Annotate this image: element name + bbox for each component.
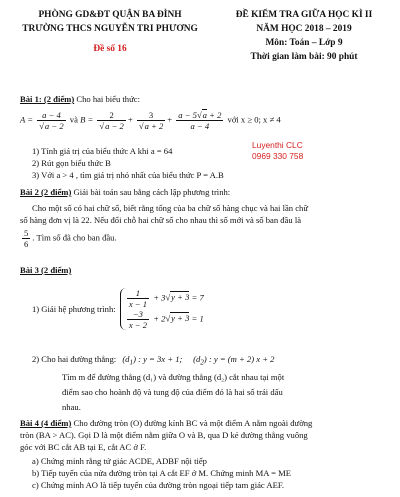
exam-code: Đề số 16: [93, 44, 127, 54]
bai3-q2-line3: điểm sao cho hoành độ và tung độ của điểm đó là hai số trái dấu: [62, 387, 283, 397]
bai1-formula: A = $\frac{a - 4}{√a - 2}$ và B = $\frac{2}{√a - 2}$ + $\frac{3}{√a + 2}$ + $\frac{a - 5√a + 2}{a - 4}$ với x ≥ 0; x ≠ 4: [20, 110, 281, 131]
bai1-q3: 3) Với a > 4 , tìm giá trị nhỏ nhất của biểu thức P = A.B: [32, 170, 224, 180]
bai1-condition: với x ≥ 0; x ≠ 4: [227, 114, 281, 125]
bai2-line2: số hàng đơn vị là 22. Nếu đổi chỗ hai chữ số cho nhau thì số mới và số ban đầu là: [20, 215, 302, 225]
bai4-line2: tròn (BA > AC). Gọi D là một điểm nằm giữa O và B, qua D kẻ đường thẳng vuông: [20, 430, 308, 440]
bai3-q2: [20, 354, 388, 368]
bai1-heading: [20, 94, 388, 105]
bai2-title: Bài 2 (2 điểm): [20, 187, 72, 197]
bai2-line3: [20, 228, 388, 249]
bai4-a: a) Chứng minh rằng tứ giác ACDE, ADBF nội tiếp: [32, 456, 207, 466]
bai3-q2-line2: Tìm m để đường thẳng (d₁) và đường thẳng (d₂) cắt nhau tại một: [62, 372, 285, 382]
header-right: [212, 8, 396, 64]
bai3-q2-text: 2) Cho hai đường thẳng:: [32, 354, 117, 364]
bai4-title: Bài 4 (4 điểm): [20, 418, 72, 428]
bai3-q1-text: 1) Giải hệ phương trình:: [32, 303, 116, 314]
bai2-heading: [20, 187, 388, 198]
duration: Thời gian làm bài: 90 phút: [250, 52, 358, 62]
bai3-title: Bài 3 (2 điểm): [20, 265, 72, 275]
bai3-q2-line4: nhau.: [62, 402, 81, 412]
bai4-b: b) Tiếp tuyến của nửa đường tròn tại A cắt EF ở M. Chứng minh MA = ME: [32, 468, 291, 478]
bai2-line3-text: . Tìm số đã cho ban đầu.: [32, 232, 117, 243]
school-name: TRƯỜNG THCS NGUYỄN TRI PHƯƠNG: [22, 24, 198, 34]
bai2-intro: Giải bài toán sau bằng cách lập phương trình:: [73, 187, 231, 197]
bai1-intro: Cho hai biểu thức:: [76, 94, 140, 104]
bai4-line1-text: Cho đường tròn (O) đường kính BC và một điểm A nằm ngoài đường: [73, 418, 313, 428]
equation-system: $\frac{1}{x - 1}$ + 3√y + 3 = 7 $\frac{-3}{x - 2}$ + 2√y + 3 = 1: [120, 288, 204, 330]
bai4-c: c) Chứng minh AO là tiếp tuyến của đường tròn ngoại tiếp tam giác AEF.: [32, 480, 285, 490]
exam-title: ĐỀ KIỂM TRA GIỮA HỌC KÌ II: [235, 10, 373, 20]
bai2-line1: Cho một số có hai chữ số, biết rằng tổng của ba chữ số hàng chục và hai lần chữ: [32, 203, 309, 213]
bai1-title: Bài 1: (2 điểm): [20, 94, 75, 104]
subject: Môn: Toán – Lớp 9: [265, 38, 343, 48]
watermark-name: Luyenthi CLC: [252, 140, 303, 150]
line-equations: $(d_1)$ : y = 3x + 1; $(d_2)$ : y = (m + 2) x + 2: [122, 354, 275, 367]
watermark-phone: 0969 330 758: [252, 151, 304, 161]
bai1-q2: 2) Rút gọn biểu thức B: [32, 158, 111, 168]
bai2-frac-num: 5: [24, 228, 29, 238]
school-year: NĂM HỌC 2018 – 2019: [256, 24, 352, 34]
bai2-frac-den: 6: [24, 239, 29, 249]
formula-a: $\frac{a - 4}{√a - 2}$: [39, 110, 64, 131]
header-left: [12, 8, 208, 56]
bai4-line1: [20, 418, 388, 429]
bai4-line3: góc với BC cắt AB tại E, cắt AC ở F.: [20, 442, 147, 452]
department-name: PHÒNG GD&ĐT QUẬN BA ĐÌNH: [38, 10, 182, 20]
formula-b: $\frac{a - 5√a + 2}{a - 4}$: [178, 110, 222, 131]
bai3-q1: [20, 288, 388, 330]
bai1-q1: 1) Tính giá trị của biểu thức A khi a = 64: [32, 146, 173, 156]
